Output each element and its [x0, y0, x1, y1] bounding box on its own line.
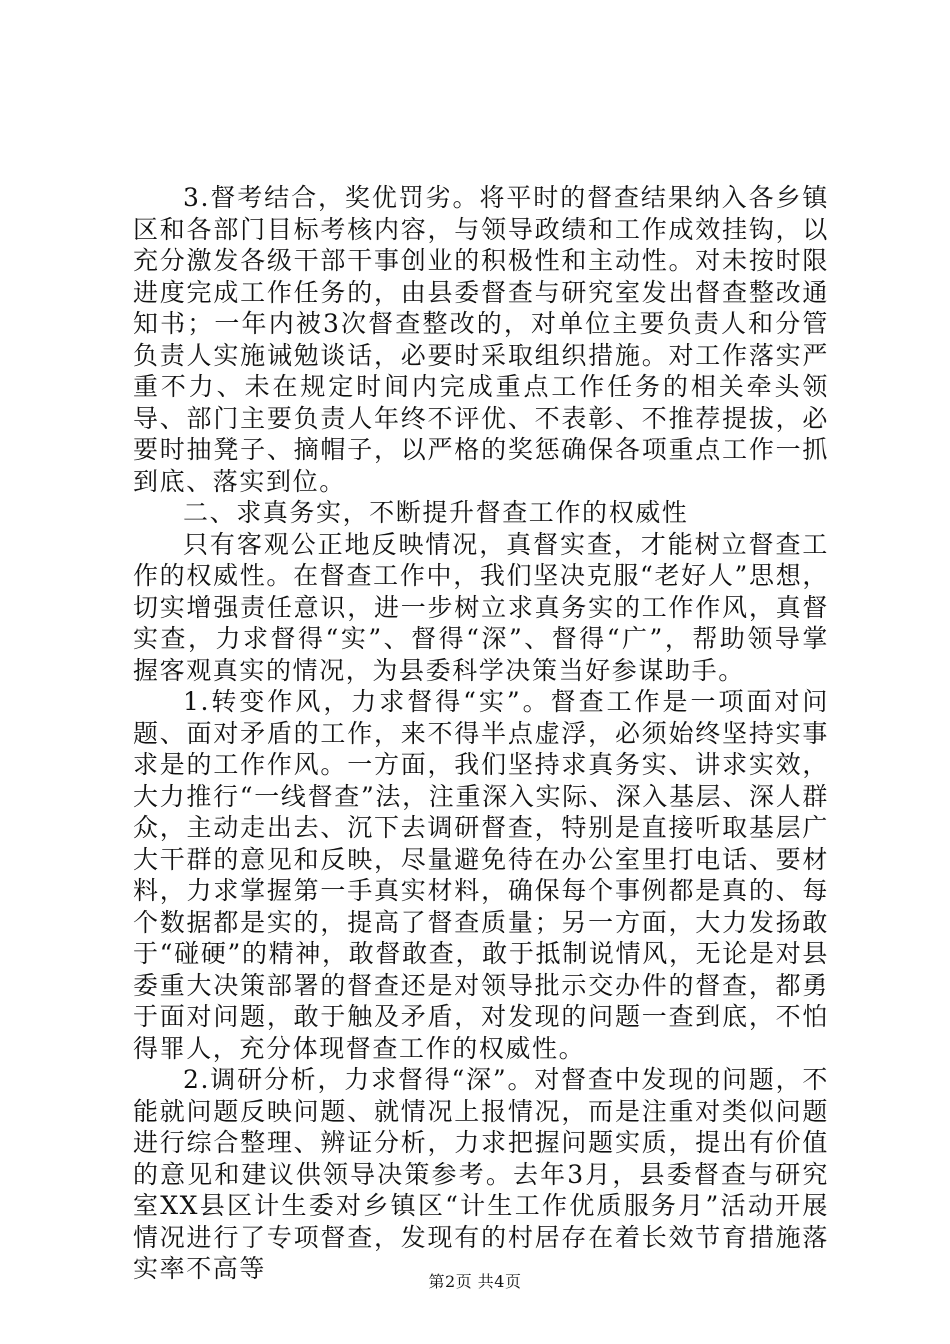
paragraph-section-2-intro: 只有客观公正地反映情况，真督实查，才能树立督查工作的权威性。在督查工作中，我们坚决克服“老好人”思想，切实增强责任意识，进一步树立求真务实的工作作风，真督实查，力求督得“实”、督得“深”、督得“广”，帮助领导掌握客观真实的情况，为县委科学决策当好参谋助手。: [133, 529, 829, 685]
paragraph-section-3: 3.督考结合，奖优罚劣。将平时的督查结果纳入各乡镇区和各部门目标考核内容，与领导政绩和工作成效挂钩，以充分激发各级干部干事创业的积极性和主动性。对未按时限进度完成工作任务的，由县委督查与研究室发出督查整改通知书；一年内被3次督查整改的，对单位主要负责人和分管负责人实施诫勉谈话，必要时采取组织措施。对工作落实严重不力、未在规定时间内完成重点工作任务的相关牵头领导、部门主要负责人年终不评优、不表彰、不推荐提拔，必要时抽凳子、摘帽子，以严格的奖惩确保各项重点工作一抓到底、落实到位。: [133, 183, 829, 496]
document-body: [133, 182, 829, 1285]
section-heading-2: 二、求真务实，不断提升督查工作的权威性: [183, 498, 689, 527]
page-number-footer: 第2页 共4页: [428, 1272, 522, 1291]
paragraph-item-2: 2.调研分析，力求督得“深”。对督查中发现的问题，不能就问题反映问题、就情况上报情况，而是注重对类似问题进行综合整理、辨证分析，力求把握问题实质，提出有价值的意见和建议供领导决策参考。去年3月，县委督查与研究室XX县区计生委对乡镇区“计生工作优质服务月”活动开展情况进行了专项督查，发现有的村居存在着长效节育措施落实率不高等: [133, 1065, 829, 1283]
paragraph-item-1: 1.转变作风，力求督得“实”。督查工作是一项面对问题、面对矛盾的工作，来不得半点虚浮，必须始终坚持实事求是的工作作风。一方面，我们坚持求真务实、讲求实效，大力推行“一线督查”法，注重深入实际、深入基层、深人群众，主动走出去、沉下去调研督查，特别是直接听取基层广大干群的意见和反映，尽量避免待在办公室里打电话、要材料，力求掌握第一手真实材料，确保每个事例都是真的、每个数据都是实的，提高了督查质量；另一方面，大力发扬敢于“碰硬”的精神，敢督敢查，敢于抵制说情风，无论是对县委重大决策部署的督查还是对领导批示交办件的督查，都勇于面对问题，敢于触及矛盾，对发现的问题一查到底，不怕得罪人，充分体现督查工作的权威性。: [133, 687, 829, 1063]
